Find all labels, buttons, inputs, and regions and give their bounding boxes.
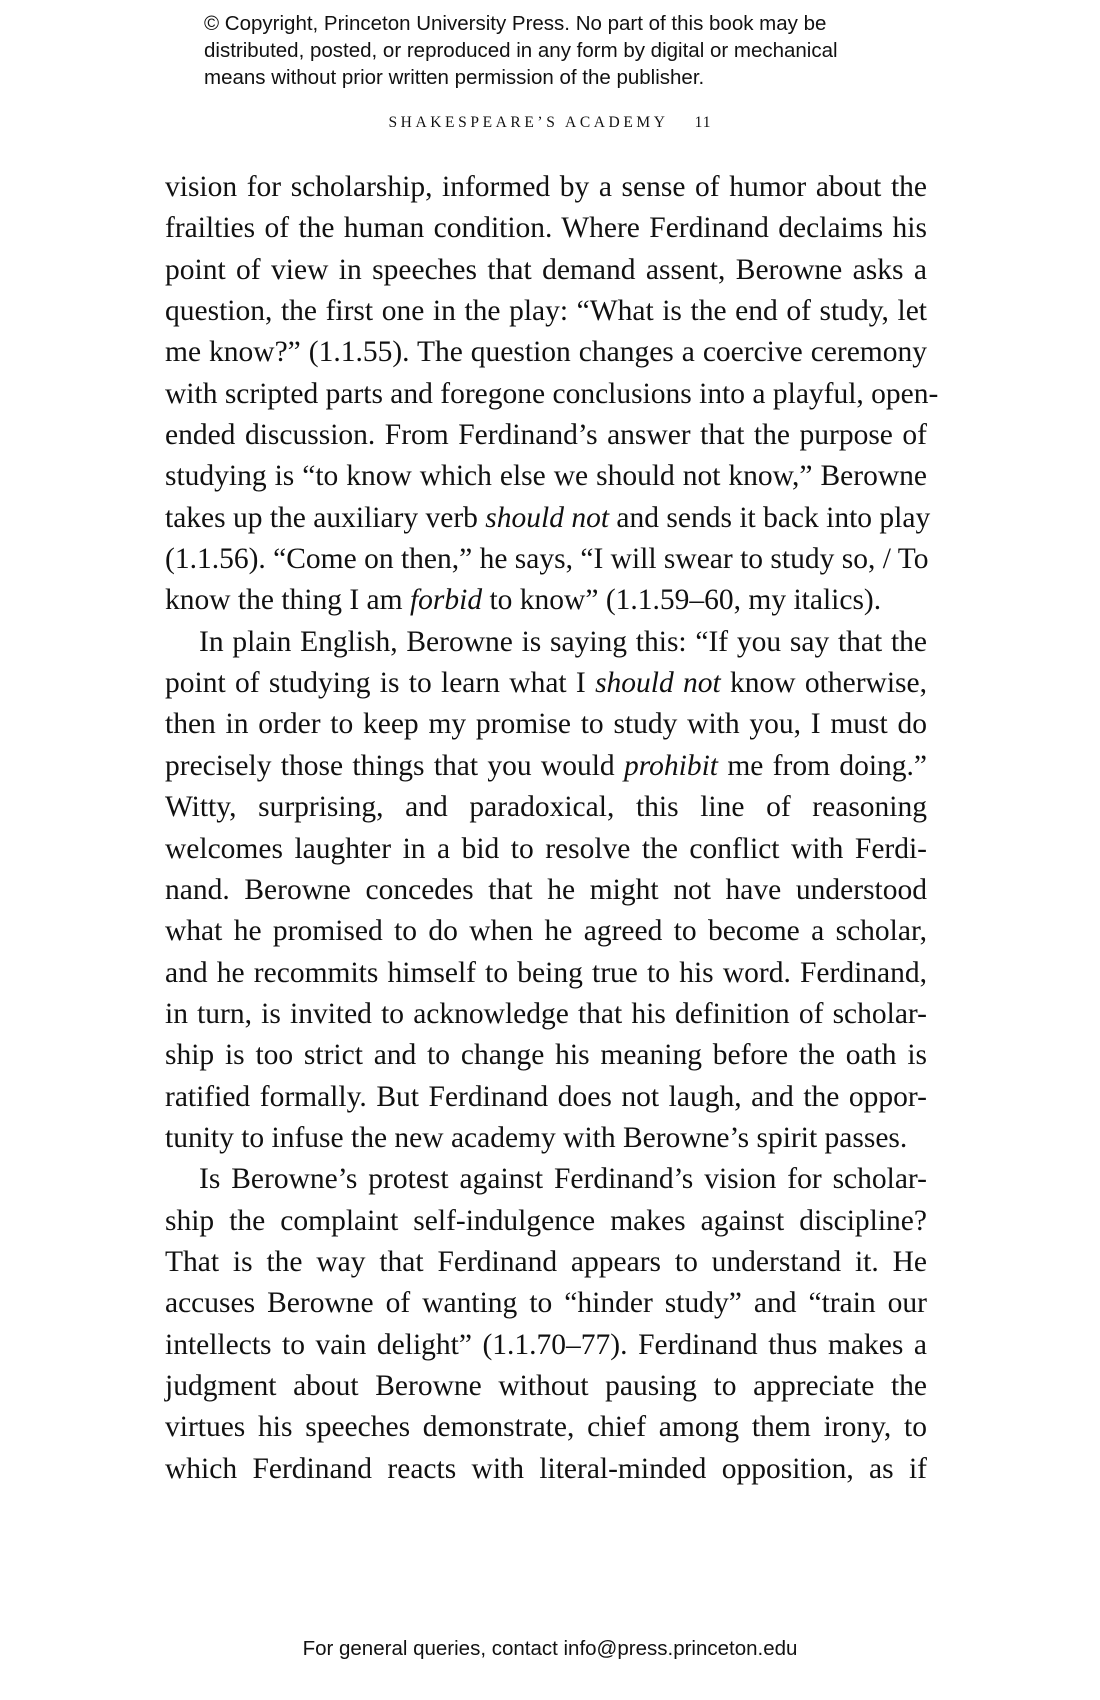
text-run: point of view in speeches that demand assent, Berowne asks a: [165, 253, 927, 286]
text-line: [165, 1325, 927, 1366]
text-run: That is the way that Ferdinand appears to understand it. He: [165, 1245, 927, 1278]
page-number: 11: [694, 114, 712, 131]
text-line: [165, 498, 931, 539]
text-run: intellects to vain delight” (1.1.70–77). Ferdinand thus makes a: [165, 1328, 927, 1361]
paragraph: [165, 622, 927, 1159]
running-head: [0, 114, 1100, 132]
text-run: takes up the auxiliary verb: [165, 501, 486, 534]
text-run: know the thing I am: [165, 584, 410, 617]
text-run: vision for scholarship, informed by a sense of humor about the: [165, 171, 927, 203]
text-line: [165, 787, 927, 828]
text-line: [165, 167, 927, 208]
text-run: question, the first one in the play: “What is the end of study, let: [165, 295, 927, 328]
text-line: [165, 208, 927, 249]
text-run: and he recommits himself to being true to his word. Ferdinand,: [165, 956, 927, 989]
text-line: [165, 746, 927, 787]
text-line: [165, 1118, 927, 1159]
text-run: Witty, surprising, and paradoxical, this line of reasoning: [165, 791, 927, 824]
copyright-line: distributed, posted, or reproduced in any form by digital or mechanical: [204, 39, 838, 62]
text-line: [165, 953, 927, 994]
text-run: tunity to infuse the new academy with Berowne’s spirit passes.: [165, 1121, 908, 1154]
text-run: virtues his speeches demonstrate, chief among them irony, to: [165, 1411, 927, 1444]
text-run: which Ferdinand reacts with literal-minded opposition, as if: [165, 1452, 927, 1485]
text-line: [165, 622, 927, 663]
text-line: [165, 870, 927, 911]
text-line: [165, 250, 927, 291]
text-line: [165, 1242, 927, 1283]
text-line: [165, 704, 927, 745]
text-line: [165, 332, 927, 373]
text-run: ship the complaint self-indulgence makes against discipline?: [165, 1204, 927, 1237]
italic-text: prohibit: [624, 749, 718, 782]
italic-text: forbid: [409, 584, 483, 617]
italic-text: should not: [595, 667, 721, 700]
text-run: precisely those things that you would: [165, 749, 625, 782]
italic-text: should not: [485, 501, 610, 534]
text-run: then in order to keep my promise to study with you, I must do: [165, 708, 927, 741]
text-run: with scripted parts and foregone conclusions into a playful, open-: [165, 377, 939, 410]
paragraph: [165, 167, 939, 622]
text-run: me know?” (1.1.55). The question changes a coercive ceremony: [165, 336, 927, 369]
text-line: [165, 1283, 927, 1324]
text-run: what he promised to do when he agreed to become a scholar,: [165, 915, 927, 948]
text-line: [165, 1449, 927, 1490]
running-head-title: SHAKESPEARE’S ACADEMY: [388, 114, 669, 131]
text-run: studying is “to know which else we should not know,” Berowne: [165, 460, 927, 493]
text-run: point of studying is to learn what I: [165, 667, 596, 700]
text-line: [165, 663, 927, 704]
text-line: [165, 580, 927, 621]
text-run: welcomes laughter in a bid to resolve the conflict with Ferdi-: [165, 832, 927, 865]
copyright-line: means without prior written permission of the publisher.: [204, 66, 705, 89]
text-line: [165, 374, 939, 415]
text-run: to know” (1.1.59–60, my italics).: [482, 584, 882, 617]
text-line: [165, 1035, 927, 1076]
text-run: frailties of the human condition. Where Ferdinand declaims his: [165, 212, 927, 245]
text-run: me from doing.”: [718, 749, 927, 782]
text-line: [165, 1201, 927, 1242]
copyright-notice: [204, 10, 924, 91]
text-run: (1.1.56). “Come on then,” he says, “I will swear to study so, / To: [165, 543, 929, 576]
text-run: Is Berowne’s protest against Ferdinand’s vision for scholar-: [199, 1163, 927, 1196]
text-line: [165, 291, 927, 332]
text-run: nand. Berowne concedes that he might not have understood: [165, 873, 927, 906]
paragraph: [165, 1159, 927, 1490]
text-line: [165, 1366, 927, 1407]
text-run: know otherwise,: [720, 667, 927, 700]
text-line: [165, 994, 927, 1035]
text-line: [165, 415, 927, 456]
text-line: [165, 829, 927, 870]
text-line: [165, 911, 927, 952]
footer-contact: For general queries, contact info@press.princeton.edu: [302, 1637, 798, 1660]
text-line: [165, 1159, 927, 1200]
text-run: in turn, is invited to acknowledge that his definition of scholar-: [165, 997, 927, 1030]
text-run: judgment about Berowne without pausing to appreciate the: [165, 1369, 927, 1402]
text-run: and sends it back into play: [609, 501, 931, 534]
body-text: [165, 167, 939, 1490]
text-line: [165, 1407, 927, 1448]
text-line: [165, 456, 927, 497]
text-line: [165, 1077, 927, 1118]
text-run: ratified formally. But Ferdinand does not laugh, and the oppor-: [165, 1080, 927, 1113]
text-run: accuses Berowne of wanting to “hinder study” and “train our: [165, 1287, 927, 1320]
text-run: In plain English, Berowne is saying this: “If you say that the: [199, 625, 927, 658]
copyright-line: © Copyright, Princeton University Press. No part of this book may be: [204, 12, 827, 35]
text-line: [165, 539, 927, 580]
text-run: ended discussion. From Ferdinand’s answer that the purpose of: [165, 419, 927, 452]
text-run: ship is too strict and to change his meaning before the oath is: [165, 1039, 927, 1072]
